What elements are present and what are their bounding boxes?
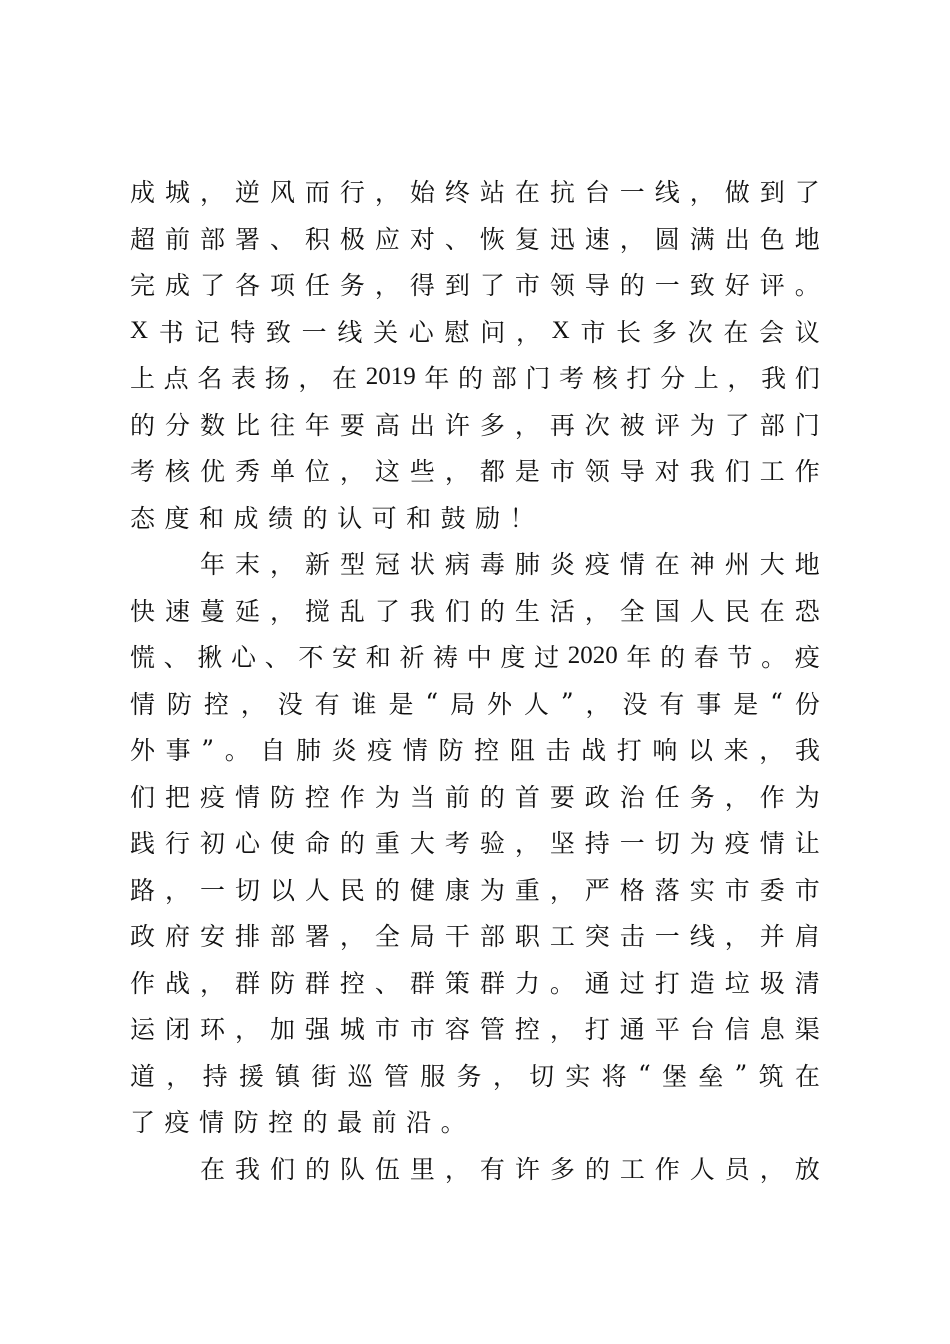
text-line: 们 把 疫 情 防 控 作 为 当 前 的 首 要 政 治 任 务 ， 作 为 [130,782,820,812]
text-line: 践 行 初 心 使 命 的 重 大 考 验 ， 坚 持 一 切 为 疫 情 让 [130,829,820,859]
text-line: 外 事 ” 。 自 肺 炎 疫 情 防 控 阻 击 战 打 响 以 来 ， 我 [130,734,820,766]
text-line: 快 速 蔓 延 ， 搅 乱 了 我 们 的 生 活 ， 全 国 人 民 在 恐 [130,596,820,626]
paragraph [130,1145,820,1192]
text-line: 情 防 控 ， 没 有 谁 是 “ 局 外 人 ” ， 没 有 事 是 “ 份 [130,688,820,719]
text-line: 政 府 安 排 部 署 ， 全 局 干 部 职 工 突 击 一 线 ， 并 肩 [130,922,820,952]
text-line: 完 成 了 各 项 任 务 ， 得 到 了 市 领 导 的 一 致 好 评 。 [130,271,820,301]
text-line: 超 前 部 署 、 积 极 应 对 、 恢 复 迅 速 ， 圆 满 出 色 地 [130,224,820,254]
text-line: 考 核 优 秀 单 位 ， 这 些 ， 都 是 市 领 导 对 我 们 工 作 [130,457,820,487]
text-line: X 书 记 特 致 一 线 关 心 慰 问 ， X 市 长 多 次 在 会 议 [130,316,820,347]
text-line: 运 闭 环 ， 加 强 城 市 市 容 管 控 ， 打 通 平 台 信 息 渠 [130,1015,820,1045]
text-line: 路 ， 一 切 以 人 民 的 健 康 为 重 ， 严 格 落 实 市 委 市 [130,875,820,905]
text-line: 道 ， 持 援 镇 街 巡 管 服 务 ， 切 实 将 “ 堡 垒 ” 筑 在 [130,1060,820,1091]
text-line: 上 点 名 表 扬 ， 在 2019 年 的 部 门 考 核 打 分 上 ， 我 们 [130,363,820,394]
text-line: 年 末 ， 新 型 冠 状 病 毒 肺 炎 疫 情 在 神 州 大 地 [200,550,820,580]
text-line: 作 战 ， 群 防 群 控 、 群 策 群 力 。 通 过 打 造 垃 圾 清 [130,968,820,998]
text-line: 了 疫 情 防 控 的 最 前 沿 。 [130,1108,466,1138]
text-line: 慌 、 揪 心 、 不 安 和 祈 祷 中 度 过 2020 年 的 春 节 。 疫 [130,642,820,673]
text-line: 成 城 ， 逆 风 而 行 ， 始 终 站 在 抗 台 一 线 ， 做 到 了 [130,178,820,208]
text-line: 在 我 们 的 队 伍 里 ， 有 许 多 的 工 作 人 员 ， 放 [200,1154,820,1184]
paragraph [130,168,820,540]
document-body [130,168,820,1191]
text-line: 的 分 数 比 往 年 要 高 出 许 多 ， 再 次 被 评 为 了 部 门 [130,410,820,440]
paragraph [130,540,820,1145]
text-line: 态 度 和 成 绩 的 认 可 和 鼓 励 ！ [130,503,535,533]
